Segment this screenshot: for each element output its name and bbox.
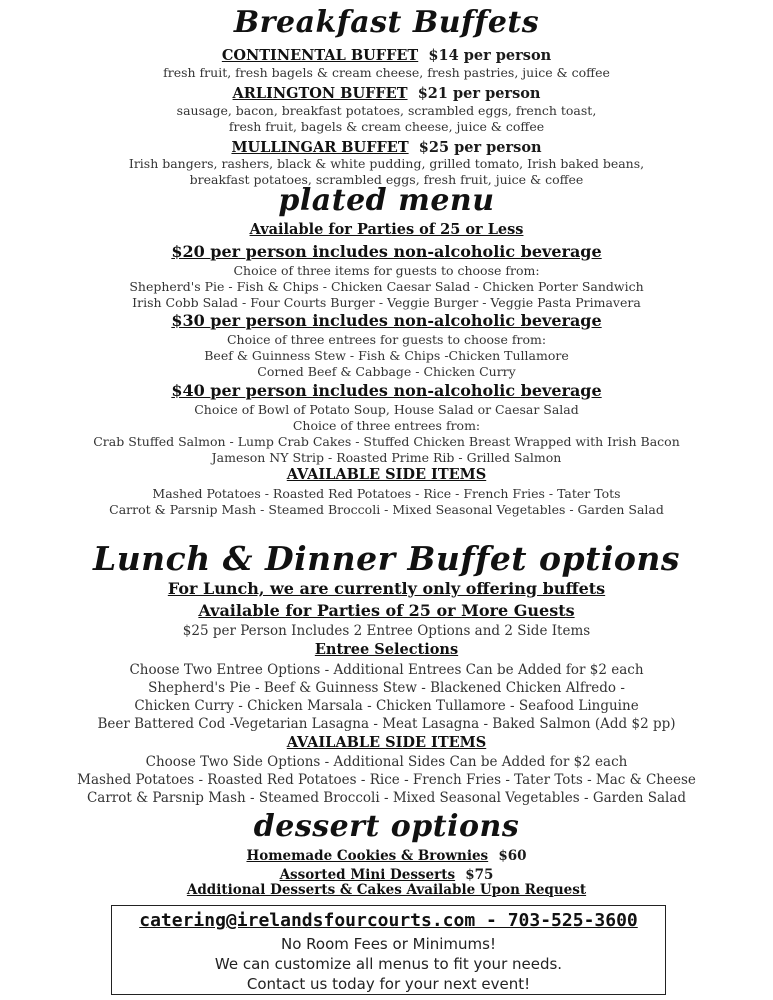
contact-note-3: Contact us today for your next event! [246,975,531,993]
arlington-buffet-title [0,85,773,102]
dessert-mini [0,866,773,883]
lunch-entrees-line-1: Choose Two Entree Options - Additional Entrees Can be Added for $2 each [129,662,644,678]
lunch-note-2: Available for Parties of 25 or More Guests [198,601,575,620]
mullingar-name: MULLINGAR BUFFET [231,139,409,156]
plated-sides-line-2: Carrot & Parsnip Mash - Steamed Broccoli - Mixed Seasonal Vegetables - Garden Salad [109,502,664,517]
lunch-sides-title: AVAILABLE SIDE ITEMS [286,734,487,751]
arlington-price: $21 per person [417,85,541,102]
plated-tier-40-line-1: Choice of Bowl of Potato Soup, House Salad or Caesar Salad [194,402,579,417]
lunch-note-1: For Lunch, we are currently only offering buffets [167,579,606,598]
lunch-entrees-line-3: Chicken Curry - Chicken Marsala - Chicken Tullamore - Seafood Linguine [134,698,639,714]
continental-price: $14 per person [428,47,552,64]
plated-tier-30-title: $30 per person includes non-alcoholic beverage [171,311,602,330]
plated-availability: Available for Parties of 25 or Less [249,221,524,238]
plated-sides-title: AVAILABLE SIDE ITEMS [286,466,487,483]
contact-note-2: We can customize all menus to fit your needs. [214,955,563,973]
lunch-entrees-line-4: Beer Battered Cod -Vegetarian Lasagna - Meat Lasagna - Baked Salmon (Add $2 pp) [97,716,676,732]
arlington-description-1: sausage, bacon, breakfast potatoes, scrambled eggs, french toast, [176,103,597,118]
arlington-name: ARLINGTON BUFFET [232,85,408,102]
lunch-sides-line-2: Mashed Potatoes - Roasted Red Potatoes - Rice - French Fries - Tater Tots - Mac & Cheese [77,772,696,788]
dessert-cookies-price: $60 [498,848,527,864]
lunch-sides-line-3: Carrot & Parsnip Mash - Steamed Broccoli - Mixed Seasonal Vegetables - Garden Salad [86,790,687,806]
mullingar-description-2: breakfast potatoes, scrambled eggs, fresh fruit, juice & coffee [189,172,584,187]
contact-email-phone[interactable]: catering@irelandsfourcourts.com - 703-525-3600 [139,910,638,931]
plated-tier-20-line-2: Shepherd's Pie - Fish & Chips - Chicken Caesar Salad - Chicken Porter Sandwich [129,279,644,294]
lunch-pricing: $25 per Person Includes 2 Entree Options and 2 Side Items [182,623,591,639]
dessert-additional: Additional Desserts & Cakes Available Upon Request [186,882,587,898]
mullingar-price: $25 per person [418,139,542,156]
plated-menu-heading: plated menu [278,183,495,218]
dessert-cookies-title: Homemade Cookies & Brownies [246,848,489,864]
dessert-heading: dessert options [253,809,520,844]
breakfast-heading: Breakfast Buffets [233,5,540,40]
dessert-mini-price: $75 [465,867,494,883]
mullingar-buffet-title [0,139,773,156]
mullingar-description-1: Irish bangers, rashers, black & white pudding, grilled tomato, Irish baked beans, [128,156,645,171]
plated-tier-40-line-3: Crab Stuffed Salmon - Lump Crab Cakes - Stuffed Chicken Breast Wrapped with Irish Bacon [93,434,680,449]
continental-description: fresh fruit, fresh bagels & cream cheese, fresh pastries, juice & coffee [163,65,610,80]
lunch-dinner-heading: Lunch & Dinner Buffet options [92,539,680,578]
plated-tier-40-title: $40 per person includes non-alcoholic beverage [171,381,602,400]
continental-buffet-title [0,47,773,64]
contact-box [111,905,666,995]
plated-tier-40-line-4: Jameson NY Strip - Roasted Prime Rib - Grilled Salmon [211,450,562,465]
continental-name: CONTINENTAL BUFFET [221,47,419,64]
plated-tier-20-line-3: Irish Cobb Salad - Four Courts Burger - Veggie Burger - Veggie Pasta Primavera [132,295,641,310]
contact-note-1: No Room Fees or Minimums! [281,935,496,953]
plated-tier-40-line-2: Choice of three entrees from: [292,418,481,433]
lunch-entrees-title: Entree Selections [314,641,459,658]
lunch-sides-line-1: Choose Two Side Options - Additional Sides Can be Added for $2 each [145,754,628,770]
lunch-entrees-line-2: Shepherd's Pie - Beef & Guinness Stew - Blackened Chicken Alfredo - [148,680,625,696]
plated-tier-20-line-1: Choice of three items for guests to choose from: [233,263,540,278]
plated-tier-30-line-2: Beef & Guinness Stew - Fish & Chips -Chicken Tullamore [204,348,569,363]
plated-tier-20-title: $20 per person includes non-alcoholic beverage [171,242,602,261]
dessert-mini-title: Assorted Mini Desserts [279,867,456,883]
dessert-cookies [0,847,773,864]
plated-tier-30-line-1: Choice of three entrees for guests to choose from: [226,332,547,347]
plated-tier-30-line-3: Corned Beef & Cabbage - Chicken Curry [257,364,516,379]
arlington-description-2: fresh fruit, bagels & cream cheese, juice & coffee [228,119,545,134]
plated-sides-line-1: Mashed Potatoes - Roasted Red Potatoes - Rice - French Fries - Tater Tots [152,486,621,501]
